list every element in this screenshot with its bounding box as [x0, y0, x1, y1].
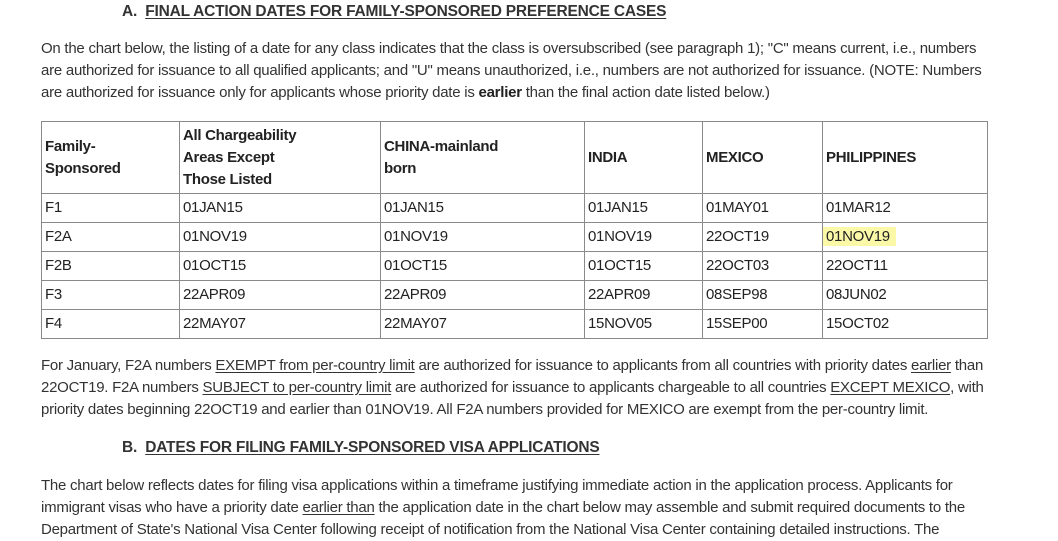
earlier-link[interactable]: earlier — [911, 357, 951, 374]
table-cell: F1 — [42, 194, 180, 223]
table-cell: 01MAR12 — [823, 194, 988, 223]
table-cell: 22OCT19 — [703, 223, 823, 252]
table-row — [42, 194, 988, 223]
table-cell: 01JAN15 — [180, 194, 381, 223]
exempt-link[interactable]: EXEMPT from per-country limit — [215, 357, 415, 374]
table-cell: 15SEP00 — [703, 310, 823, 339]
section-b-intro — [41, 475, 986, 541]
section-b-heading — [122, 439, 599, 457]
table-cell: 01OCT15 — [585, 252, 703, 281]
table-row — [42, 310, 988, 339]
section-b-intro-text-2: the application date in the chart below may assemble and submit required documents to the Department of State's National Visa Center following receipt of notification from the National Visa Center containing detailed instructions. The — [41, 499, 965, 538]
f2a-note-text-1: For January, F2A numbers — [41, 357, 216, 374]
table-cell: 01NOV19 — [180, 223, 381, 252]
table-cell: 01OCT15 — [381, 252, 585, 281]
section-a-letter: A. — [122, 3, 138, 20]
table-cell: 01NOV19 — [381, 223, 585, 252]
section-b-title: DATES FOR FILING FAMILY-SPONSORED VISA APPLICATIONS — [145, 439, 600, 456]
section-a-intro-bold: earlier — [478, 84, 522, 101]
section-b-intro-text-1: The chart below reflects dates for filing visa applications within a timeframe justifying immediate action in the application process. Applicants for immigrant visas who have a priority date — [41, 477, 953, 516]
section-b-letter: B. — [122, 439, 138, 456]
table-cell: 22MAY07 — [180, 310, 381, 339]
table-cell: 22MAY07 — [381, 310, 585, 339]
table-cell: 01NOV19 — [585, 223, 703, 252]
column-header: All Chargeability Areas Except Those Listed — [180, 122, 381, 194]
section-a-intro — [41, 38, 986, 104]
table-row — [42, 281, 988, 310]
table-cell: 08SEP98 — [703, 281, 823, 310]
section-a-intro-text-1: On the chart below, the listing of a date for any class indicates that the class is oversubscribed (see paragraph 1); "C" means current, i.e., numbers are authorized for issuance to all qualified applicants; and "U" means unauthorized, i.e., numbers are not authorized for issuance. (NOTE: Numbers are authorized for issuance only for applicants whose priority date is — [41, 40, 982, 101]
except-mexico-link[interactable]: EXCEPT MEXICO — [830, 379, 951, 396]
table-row — [42, 223, 988, 252]
section-a-heading — [122, 3, 666, 21]
table-cell: 15NOV05 — [585, 310, 703, 339]
column-header: PHILIPPINES — [823, 122, 988, 194]
table-cell: 22APR09 — [180, 281, 381, 310]
f2a-note-text-2: are authorized for issuance to applicants from all countries with priority dates — [414, 357, 911, 374]
table-cell: F2B — [42, 252, 180, 281]
table-cell: F2A — [42, 223, 180, 252]
table-cell: 22OCT03 — [703, 252, 823, 281]
highlighted-date: 01NOV19 — [823, 227, 896, 246]
table-cell — [823, 223, 988, 252]
table-header-row — [42, 122, 988, 194]
column-header: CHINA-mainland born — [381, 122, 585, 194]
table-cell: F4 — [42, 310, 180, 339]
column-header: INDIA — [585, 122, 703, 194]
f2a-note-text-3: than 22OCT19. F2A numbers — [41, 357, 984, 396]
section-a-title: FINAL ACTION DATES FOR FAMILY-SPONSORED PREFERENCE CASES — [145, 3, 667, 20]
earlier-than-link[interactable]: earlier than — [302, 499, 375, 516]
column-header: Family- Sponsored — [42, 122, 180, 194]
section-a-intro-text-2: than the final action date listed below.) — [521, 84, 770, 101]
final-action-dates-table — [41, 121, 988, 339]
f2a-note — [41, 355, 986, 421]
table-cell: 01JAN15 — [381, 194, 585, 223]
table-cell: 22APR09 — [585, 281, 703, 310]
table-cell: F3 — [42, 281, 180, 310]
table-cell: 01MAY01 — [703, 194, 823, 223]
f2a-note-text-5: , with priority dates beginning 22OCT19 and earlier than 01NOV19. All F2A numbers provided for MEXICO are exempt from the per-country limit. — [41, 379, 984, 418]
table-cell: 22OCT11 — [823, 252, 988, 281]
column-header: MEXICO — [703, 122, 823, 194]
table-cell: 01OCT15 — [180, 252, 381, 281]
table-row — [42, 252, 988, 281]
table-body — [42, 194, 988, 339]
f2a-note-text-4: are authorized for issuance to applicants chargeable to all countries — [391, 379, 831, 396]
table-cell: 01JAN15 — [585, 194, 703, 223]
table-cell: 15OCT02 — [823, 310, 988, 339]
table-cell: 08JUN02 — [823, 281, 988, 310]
table-cell: 22APR09 — [381, 281, 585, 310]
subject-link[interactable]: SUBJECT to per-country limit — [202, 379, 392, 396]
